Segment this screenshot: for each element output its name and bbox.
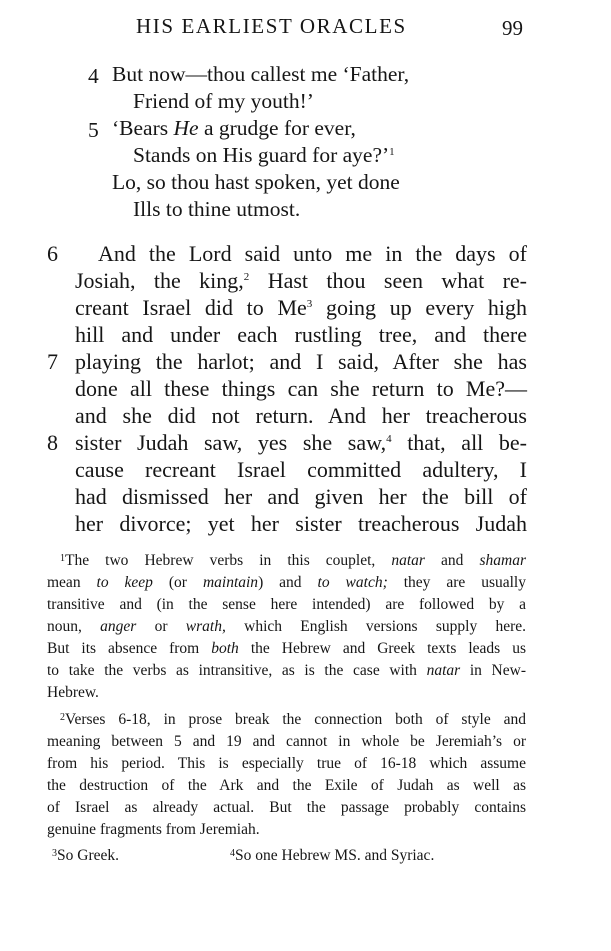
fn1-term-natar: natar [426,662,461,679]
fn1-term: maintain [202,574,259,591]
prose-line-3-text-end: going up every high [312,295,527,320]
poem-line-4 [133,142,395,168]
fn1-text: they are usually [387,574,526,591]
fn1-term: to keep [96,574,153,591]
fn4-text: So one Hebrew MS. and Syriac. [235,847,435,864]
prose-line-11: her divorce; yet her sister treacherous Judah [75,511,527,536]
verse-number-4: 4 [88,64,99,88]
footnote-ref-1: 1 [389,146,395,158]
prose-line-2-text: Josiah, the king, [75,268,244,293]
fn1-text: to take the verbs as intransitive, as is the case with [47,662,427,679]
footnote-1-line-7: Hebrew. [47,684,99,701]
poem-line-3-text-end: a grudge for ever, [198,116,356,140]
prose-line-2-text-end: Hast thou seen what re- [249,268,527,293]
fn1-term: both [211,640,239,657]
poem-line-2: Friend of my youth!’ [133,89,314,113]
fn1-text: and [424,552,480,569]
prose-line-8-text-end: that, all be- [391,430,527,455]
prose-line-1: And the Lord said unto me in the days of [98,241,527,266]
footnote-1-line-3: transitive and (in the sense here intended) are followed by a [47,596,526,613]
footnote-ref-4: 4 [386,433,392,445]
fn1-text: in New- [460,662,526,679]
fn1-text: ) and [258,574,318,591]
footnote-1-line-5 [47,638,526,660]
poem-line-3-text: ‘Bears [112,116,174,140]
page-number: 99 [502,16,523,40]
footnote-1-line-6 [47,660,526,682]
footnote-1-line-4 [47,616,526,638]
prose-line-8 [75,429,527,456]
prose-line-3 [75,294,527,321]
footnote-2-line-6: genuine fragments from Jeremiah. [47,821,260,838]
fn3-text: So Greek. [57,847,119,864]
footnote-3 [52,845,252,867]
verse-number-5: 5 [88,118,99,142]
footnote-2-mark: 2 [60,712,65,723]
footnote-4 [230,845,526,867]
footnote-ref-2: 2 [243,271,250,283]
poem-line-5: Lo, so thou hast spoken, yet done [112,170,400,194]
poem-line-3 [112,115,356,141]
poem-line-3-emphasis: He [173,116,199,140]
prose-line-10: had dismissed her and given her the bill of [75,484,527,509]
prose-line-7: and she did not return. And her treacherous [75,403,527,428]
footnote-2-line-5: of Israel as already actual. But the passage probably contains [47,799,526,816]
footnote-2-line-4: the destruction of the Ark and the Exile of Judah as well as [47,777,526,794]
fn1-term: to watch; [317,574,388,591]
fn1-text: noun, [47,618,101,635]
footnote-4-mark: 4 [230,848,235,859]
footnote-2-line-2: meaning between 5 and 19 and cannot in whole be Jeremiah’s or [47,733,526,750]
footnote-ref-3: 3 [306,298,313,310]
footnote-3-mark: 3 [52,848,57,859]
prose-line-4: hill and under each rustling tree, and there [75,322,527,347]
fn1-text: The two Hebrew verbs in this couplet, [65,552,392,569]
fn1-text: mean [47,574,97,591]
fn1-term: wrath, [185,618,226,635]
prose-line-8-text: sister Judah saw, yes she saw, [75,430,387,455]
poem-line-4-text: Stands on His guard for aye?’ [133,143,390,167]
fn1-term-shamar: shamar [479,552,526,569]
prose-line-3-text: creant Israel did to Me [75,295,307,320]
verse-number-7: 7 [47,349,58,374]
fn1-text: the Hebrew and Greek texts leads us [238,640,526,657]
fn1-text: or [136,618,186,635]
page-header [0,14,611,44]
prose-line-2 [75,267,527,294]
fn1-text: But its absence from [47,640,212,657]
running-head: HIS EARLIEST ORACLES [136,14,407,38]
footnote-2-line-3: from his period. This is especially true of 16-18 which assume [47,755,526,772]
fn1-term-natar: natar [391,552,425,569]
fn1-term: anger [100,618,137,635]
fn2-text: Verses 6-18, in prose break the connection both of style and [65,711,526,728]
prose-line-6: done all these things can she return to Me?— [75,376,527,401]
prose-line-9: cause recreant Israel committed adultery, I [75,457,527,482]
verse-number-8: 8 [47,430,58,455]
footnote-1-line-2 [47,572,526,594]
poem-line-1: But now—thou callest me ‘Father, [112,62,410,86]
verse-number-6: 6 [47,241,58,266]
footnote-2-line-1 [60,709,526,731]
fn1-text: (or [152,574,203,591]
footnote-1-mark: 1 [60,553,65,564]
footnote-1-line-1 [60,550,526,572]
poem-line-6: Ills to thine utmost. [133,197,301,221]
fn1-text: which English versions supply here. [225,618,527,635]
prose-line-5: playing the harlot; and I said, After she has [75,349,527,374]
